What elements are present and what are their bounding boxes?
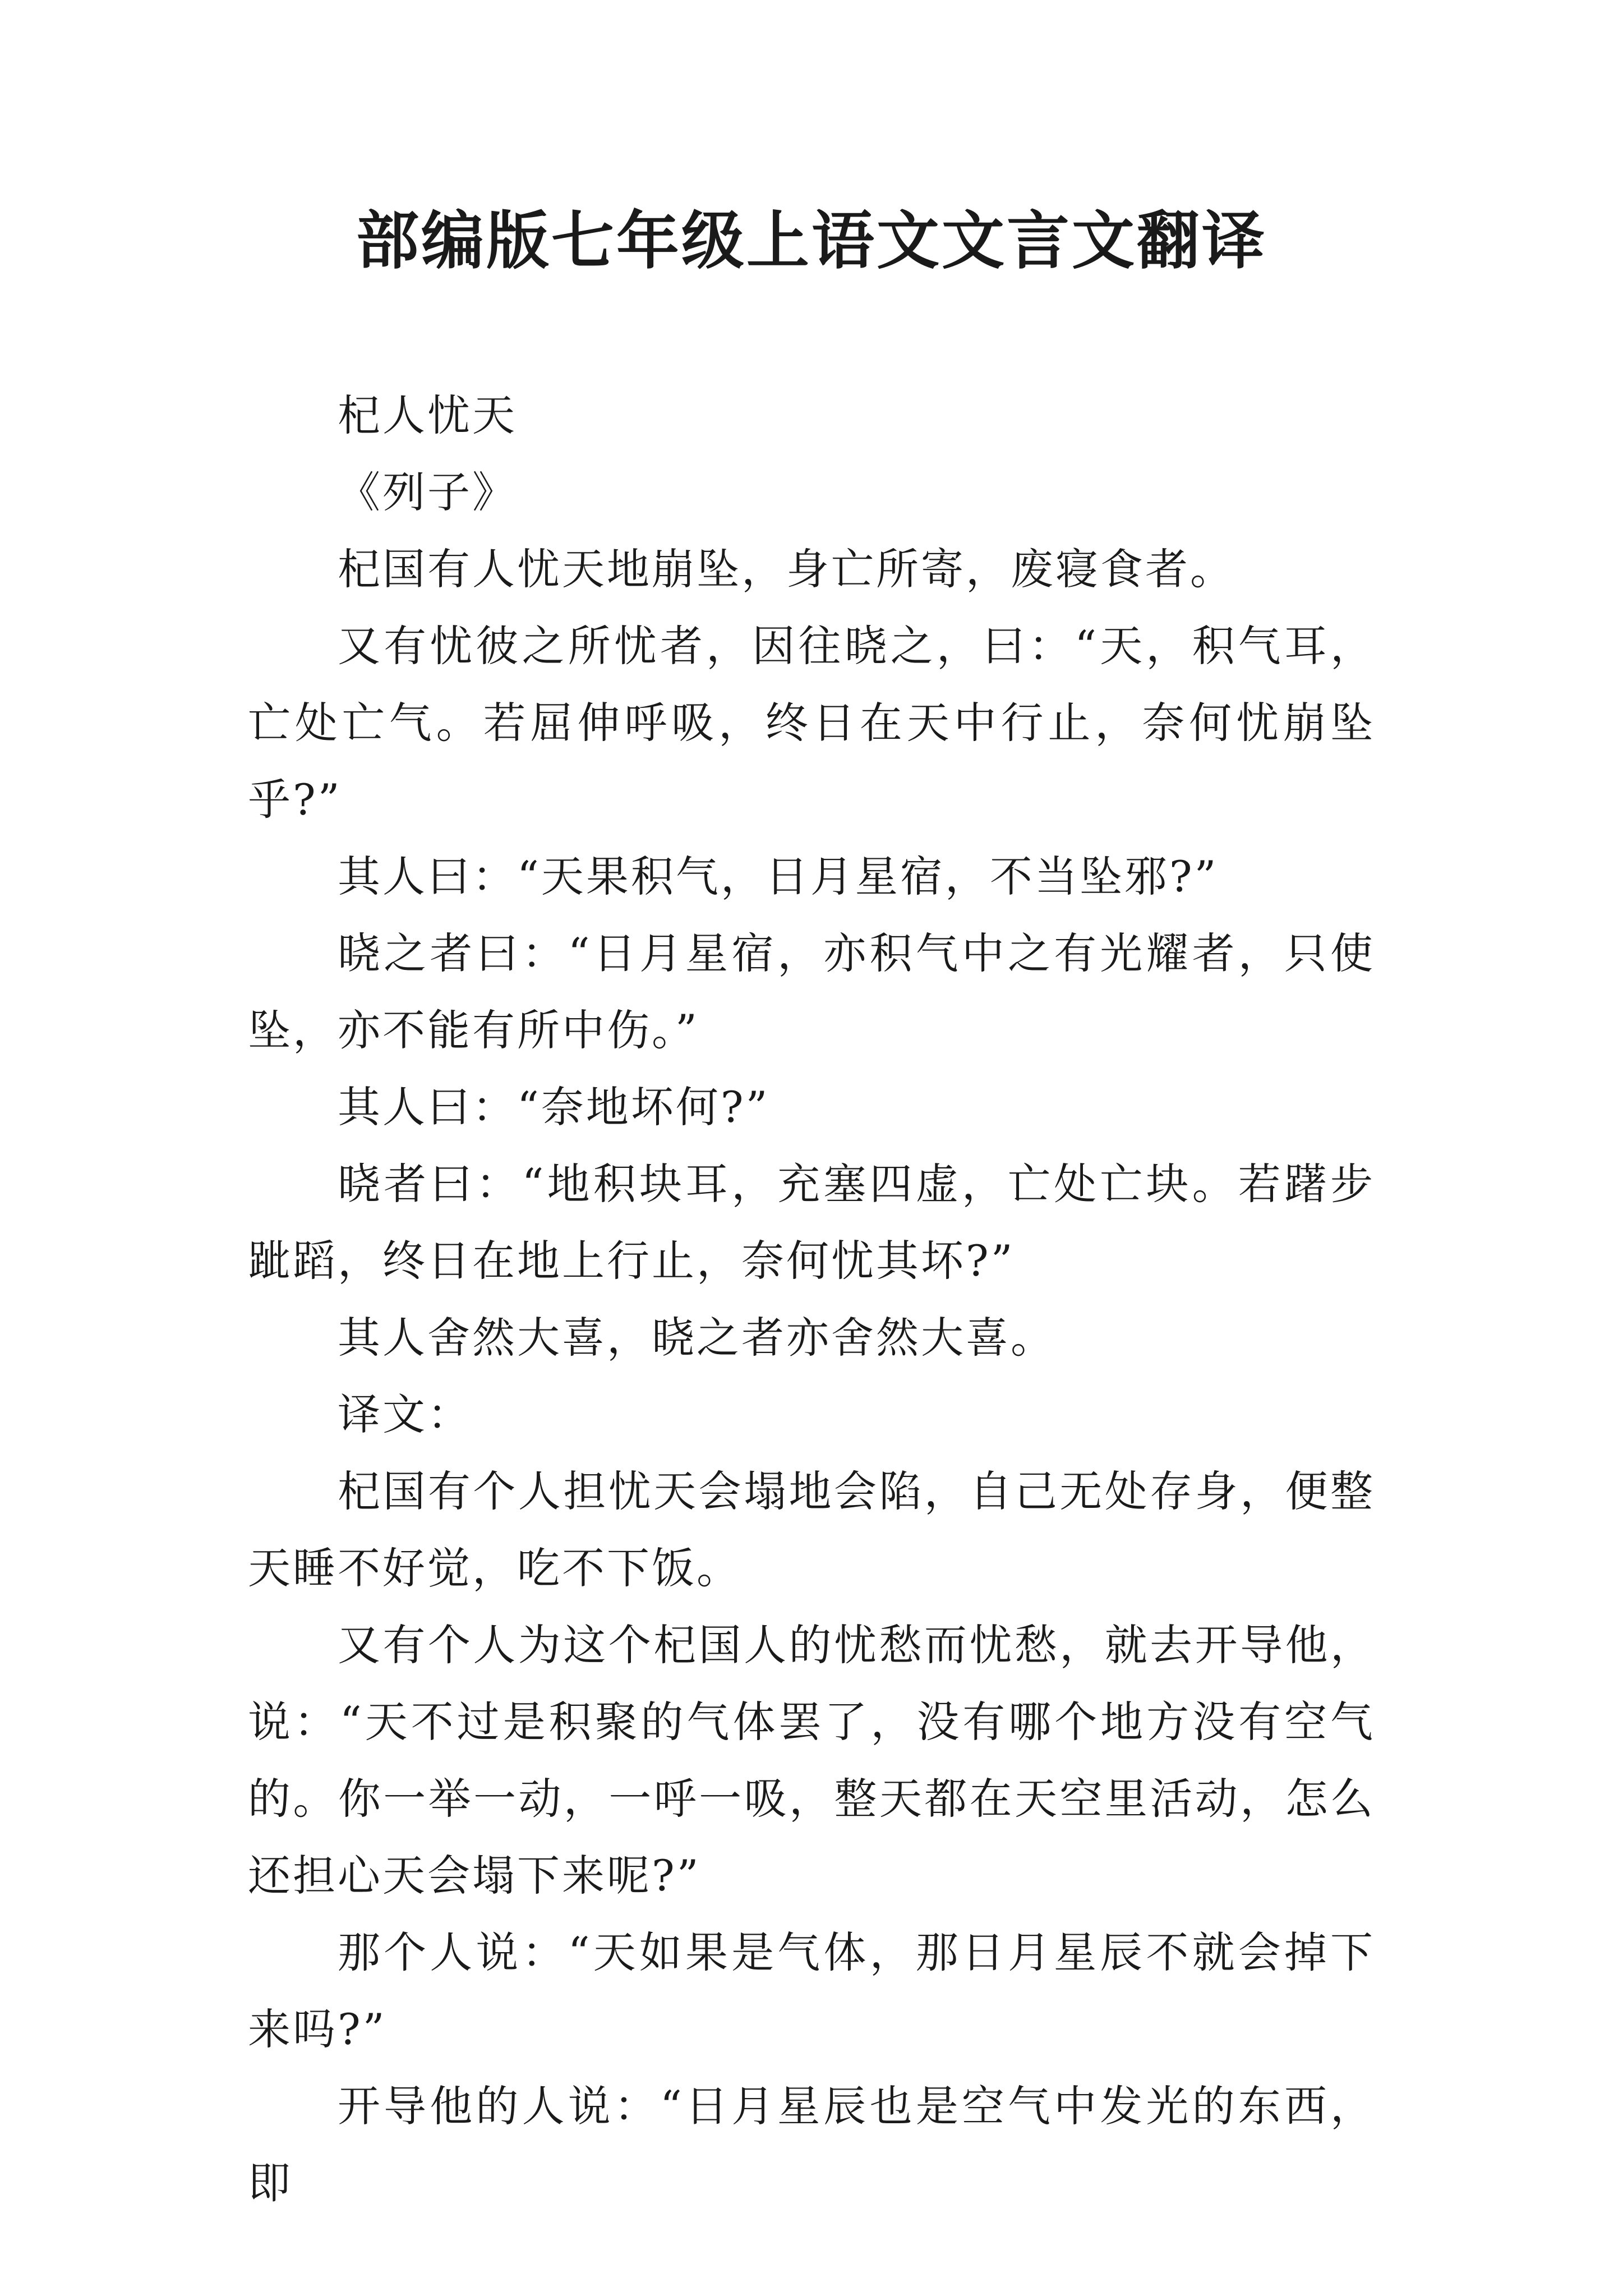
source-attribution: 《列子》 bbox=[338, 467, 517, 517]
paragraph: 又有忧彼之所忧者，因往晓之，曰：“天，积气耳，亡处亡气。若屈伸呼吸，终日在天中行止，奈何忧崩坠乎?” bbox=[248, 621, 1375, 825]
paragraph: 开导他的人说：“日月星辰也是空气中发光的东西，即 bbox=[248, 2081, 1375, 2208]
paragraph: 其人舍然大喜，晓之者亦舍然大喜。 bbox=[338, 1313, 1055, 1363]
paragraph: 杞国有人忧天地崩坠，身亡所寄，废寝食者。 bbox=[338, 544, 1235, 594]
section-heading: 杞人忧天 bbox=[338, 390, 517, 440]
document-body bbox=[248, 377, 1375, 2221]
paragraph: 其人曰：“奈地坏何?” bbox=[338, 1082, 770, 1132]
paragraph: 那个人说：“天如果是气体，那日月星辰不就会掉下来吗?” bbox=[248, 1927, 1375, 2054]
paragraph: 又有个人为这个杞国人的忧愁而忧愁，就去开导他，说：“天不过是积聚的气体罢了，没有哪个地方没有空气的。你一举一动，一呼一吸，整天都在天空里活动，怎么还担心天会塌下来呢?” bbox=[248, 1620, 1375, 1901]
paragraph: 其人曰：“天果积气，日月星宿，不当坠邪?” bbox=[338, 852, 1219, 901]
translation-heading: 译文： bbox=[338, 1389, 472, 1439]
paragraph: 晓之者曰：“日月星宿，亦积气中之有光耀者，只使坠，亦不能有所中伤。” bbox=[248, 928, 1375, 1055]
paragraph: 晓者曰：“地积块耳，充塞四虚，亡处亡块。若躇步跐蹈，终日在地上行止，奈何忧其坏?” bbox=[248, 1159, 1375, 1286]
document-title: 部编版七年级上语文文言文翻译 bbox=[356, 204, 1267, 278]
paragraph: 杞国有个人担忧天会塌地会陷，自己无处存身，便整天睡不好觉，吃不下饭。 bbox=[248, 1466, 1375, 1593]
